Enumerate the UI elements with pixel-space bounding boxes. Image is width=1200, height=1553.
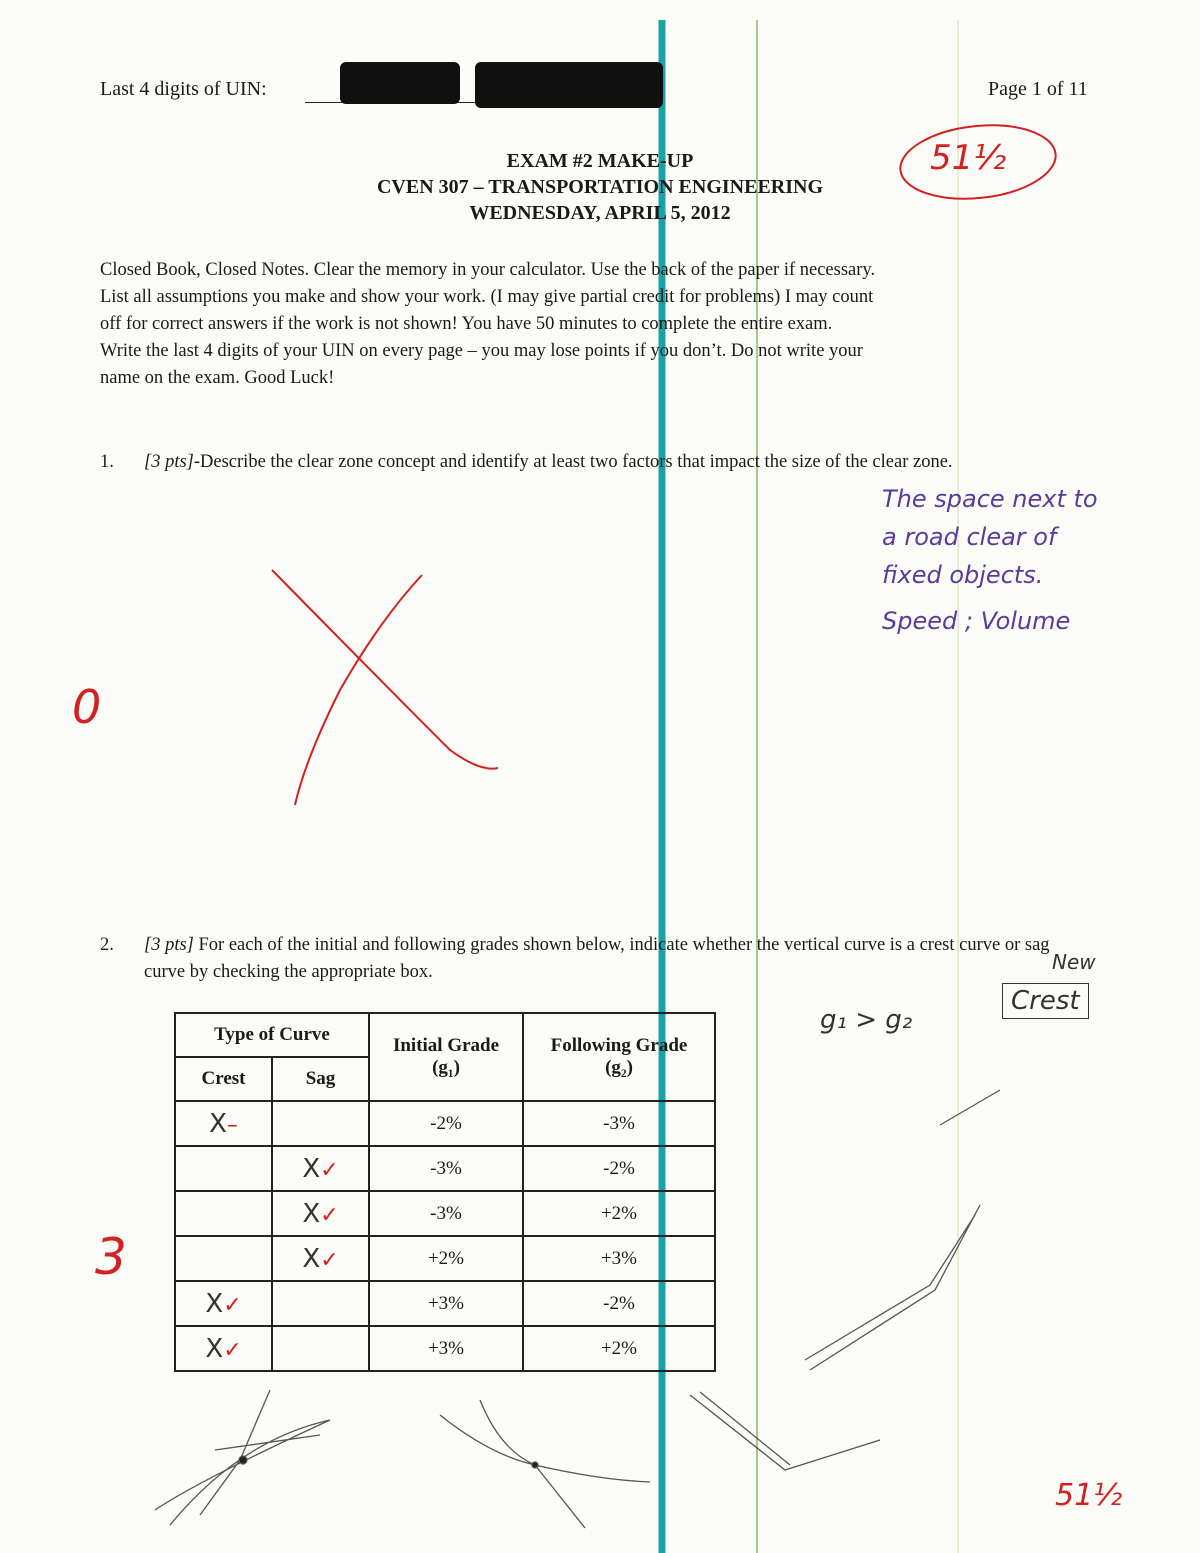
instructions [100, 257, 1110, 392]
instruction-line: off for correct answers if the work is not shown! You have 50 minutes to complete the entire exam. [100, 314, 833, 334]
initial-grade-cell: +2% [369, 1236, 523, 1281]
x-mark: X [209, 1108, 227, 1139]
question-prompt: -Describe the clear zone concept and identify at least two factors that impact the size of the clear zone. [193, 452, 953, 472]
col-following-label: Following Grade [550, 1035, 688, 1056]
following-grade-cell: +2% [523, 1191, 715, 1236]
col-following-grade [523, 1013, 715, 1101]
col-sag: Sag [272, 1057, 369, 1101]
col-following-symbol: (g₂) [605, 1057, 633, 1078]
instruction-line: Closed Book, Closed Notes. Clear the memory in your calculator. Use the back of the paper if necessary. [100, 260, 876, 280]
crest-checkbox[interactable] [175, 1191, 272, 1236]
q1-answer[interactable] [882, 480, 1098, 640]
table-row [175, 1146, 715, 1191]
col-initial-grade [369, 1013, 523, 1101]
following-grade-cell: +2% [523, 1326, 715, 1371]
sag-checkbox[interactable] [272, 1326, 369, 1371]
sag-checkbox[interactable] [272, 1281, 369, 1326]
grader-check: ✓ [223, 1337, 242, 1363]
q2-crest-note: Crest [1002, 983, 1089, 1019]
x-mark: X [205, 1333, 224, 1364]
table-row [175, 1236, 715, 1281]
q2-new-note: New [1052, 950, 1096, 974]
crest-checkbox[interactable] [175, 1146, 272, 1191]
instruction-line: name on the exam. Good Luck! [100, 368, 335, 388]
q2-side-note: g₁ > g₂ [820, 1005, 913, 1035]
answer-line: a road clear of [882, 523, 1057, 551]
grader-check: ✓ [320, 1157, 339, 1183]
grader-check: – [226, 1112, 238, 1138]
crest-checkbox[interactable] [175, 1236, 272, 1281]
following-grade-cell: +3% [523, 1236, 715, 1281]
initial-grade-cell: +3% [369, 1281, 523, 1326]
question-points: [3 pts] [144, 935, 194, 955]
question-number: 2. [100, 935, 114, 955]
question-number: 1. [100, 452, 114, 472]
following-grade-cell: -2% [523, 1146, 715, 1191]
crest-checkbox[interactable] [175, 1101, 272, 1146]
x-mark: X [302, 1153, 321, 1184]
footer-grade: 51½ [1055, 1478, 1123, 1513]
table-row [175, 1101, 715, 1146]
question-text [144, 932, 1094, 986]
initial-grade-cell: +3% [369, 1326, 523, 1371]
question-points: [3 pts] [144, 452, 194, 472]
col-initial-symbol: (g₁) [432, 1057, 460, 1078]
initial-grade-cell: -3% [369, 1146, 523, 1191]
page-number: Page 1 of 11 [988, 78, 1088, 100]
sag-checkbox[interactable] [272, 1236, 369, 1281]
uin-redaction-2 [475, 62, 663, 108]
exam-date: WEDNESDAY, APRIL 5, 2012 [469, 202, 731, 224]
q1-score: 0 [72, 680, 102, 734]
initial-grade-cell: -3% [369, 1191, 523, 1236]
col-type-of-curve: Type of Curve [175, 1013, 369, 1057]
col-crest: Crest [175, 1057, 272, 1101]
exam-title: EXAM #2 MAKE-UP [506, 150, 694, 172]
red-x-mark [272, 570, 498, 769]
following-grade-cell: -2% [523, 1281, 715, 1326]
x-mark: X [205, 1288, 224, 1319]
sag-checkbox[interactable] [272, 1146, 369, 1191]
crest-checkbox[interactable] [175, 1281, 272, 1326]
answer-line: The space next to [882, 485, 1098, 513]
following-grade-cell: -3% [523, 1101, 715, 1146]
col-initial-label: Initial Grade [392, 1035, 500, 1056]
instruction-line: List all assumptions you make and show your work. (I may give partial credit for problems) I may count [100, 287, 874, 307]
uin-redaction-1 [340, 62, 460, 104]
course-title: CVEN 307 – TRANSPORTATION ENGINEERING [376, 176, 824, 198]
grade-total: 51½ [930, 138, 1007, 178]
q2-score: 3 [95, 1228, 127, 1286]
crest-checkbox[interactable] [175, 1326, 272, 1371]
initial-grade-cell: -2% [369, 1101, 523, 1146]
grader-check: ✓ [320, 1202, 339, 1228]
table-row [175, 1326, 715, 1371]
sag-checkbox[interactable] [272, 1191, 369, 1236]
instruction-line: Write the last 4 digits of your UIN on every page – you may lose points if you don’t. Do not write your [100, 341, 863, 361]
exam-title-block [300, 148, 900, 226]
table-row [175, 1191, 715, 1236]
sag-checkbox[interactable] [272, 1101, 369, 1146]
grader-check: ✓ [320, 1247, 339, 1273]
grades-table [174, 1012, 716, 1372]
red-x-mark-2 [295, 575, 422, 805]
table-row [175, 1281, 715, 1326]
question-text [144, 449, 1064, 476]
question-prompt: For each of the initial and following grades shown below, indicate whether the vertical curve is a crest curve or sag curve by checking the appropriate box. [144, 935, 1050, 982]
answer-line: fixed objects. [882, 561, 1044, 589]
x-mark: X [302, 1198, 321, 1229]
grader-check: ✓ [223, 1292, 242, 1318]
question-2 [100, 932, 1100, 992]
x-mark: X [302, 1243, 321, 1274]
uin-label: Last 4 digits of UIN: [100, 78, 267, 100]
answer-line: Speed ; Volume [882, 607, 1071, 635]
